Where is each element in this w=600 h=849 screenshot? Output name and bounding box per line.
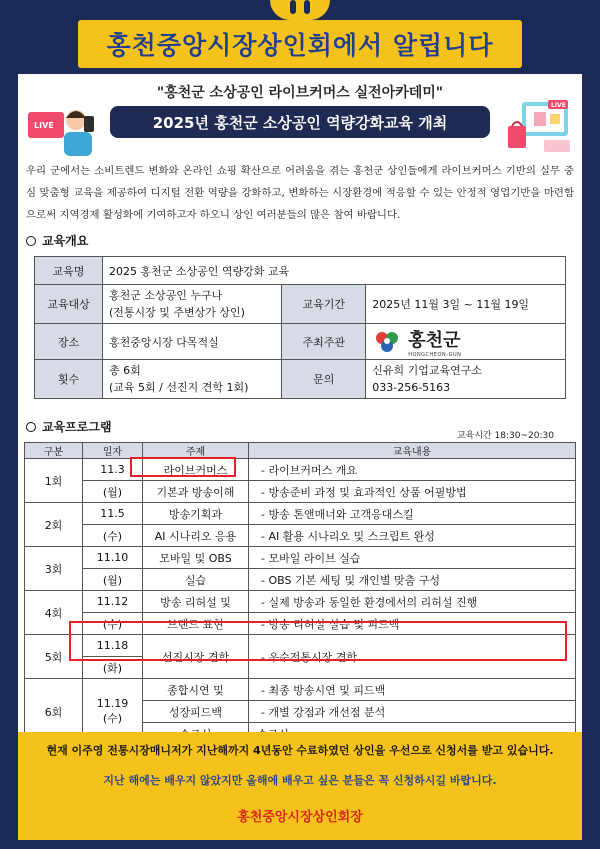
count-value: 총 6회 (교육 5회 / 선진지 견학 1회) [103,360,282,399]
table-row [25,569,576,591]
academy-subtitle: "홍천군 소상공인 라이브커머스 실전아카데미" [156,85,444,101]
notice-signature: 홍천중앙시장상인회장 [237,810,363,825]
table-cell: 브랜드 표현 [143,613,249,635]
table-row [25,481,576,503]
table-row [25,525,576,547]
header-banner: 홍천중앙시장상인회에서 알립니다 [78,20,522,68]
live-streaming-illustration-icon [26,98,100,158]
table-cell: 방송 리허설 및 [143,591,249,613]
notice-line-1: 현재 이주영 전통시장매니저가 지난해까지 4년동안 수료하였던 상인을 우선으로 신청서를 받고 있습니다. [46,744,554,757]
course-value: 2025 홍천군 소상공인 역량강화 교육 [103,257,566,285]
contact-label: 문의 [282,360,366,399]
table-cell: 2회 [25,503,83,547]
contact-value: 신유희 기업교육연구소 033-256-5163 [366,360,566,399]
period-label: 교육기간 [282,285,366,324]
target-label: 교육대상 [35,285,103,324]
table-cell: 6회 [25,679,83,745]
col-header: 주제 [143,443,249,459]
table-cell: - 라이브커머스 개요 [249,459,576,481]
table-cell: 11.5 [83,503,143,525]
table-cell: 성장피드백 [143,701,249,723]
top-ornament [268,0,332,22]
highlight-frame-live-commerce [130,457,236,477]
poster-body [18,74,582,840]
table-cell: 1회 [25,459,83,503]
notice-box [18,732,582,840]
table-cell: 선진시장 견학 [143,635,249,679]
table-cell: - 모바일 라이브 실습 [249,547,576,569]
live-badge-right: LIVE [551,102,566,109]
circle-bullet-icon [26,422,36,432]
table-cell: 라이브커머스 [143,459,249,481]
table-cell: 11.18 [83,635,143,657]
highlight-frame-session-5 [69,621,567,661]
table-cell: (수) [83,525,143,547]
course-label: 교육명 [35,257,103,285]
main-title: 2025년 홍천군 소상공인 역량강화교육 개최 [110,106,490,138]
col-header: 교육내용 [249,443,576,459]
online-shopping-illustration-icon [504,96,576,156]
table-cell: - 최종 방송시연 및 피드백 [249,679,576,701]
overview-table [34,256,566,399]
table-cell: 11.3 [83,459,143,481]
table-row [25,547,576,569]
table-cell: 11.10 [83,547,143,569]
notice-line-2: 지난 해에는 배우지 않았지만 올해에 배우고 싶은 분들은 꼭 신청하시길 바랍니다. [103,774,497,787]
table-cell: 5회 [25,635,83,679]
program-heading: 교육프로그램 [26,418,112,435]
table-cell: - 방송 리허설 실습 및 피드백 [249,613,576,635]
table-cell: AI 시나리오 응용 [143,525,249,547]
target-value: 홍천군 소상공인 누구나 (전통시장 및 주변상가 상인) [103,285,282,324]
intro-paragraph: 우리 군에서는 소비트렌드 변화와 온라인 쇼핑 확산으로 어려움을 겪는 홍천군 상인들에게 라이브커머스 기반의 실무 중심 맞춤형 교육을 제공하여 디지털 전환 역량을 강화하고, 변화하는 시장환경에 적응할 수 있는 안정적 영업기반을 마련함으로써 지역경제 활성화에 기여하고자 하오니 상인 여러분들의 많은 참여 바랍니다. [26,165,574,221]
table-cell: - OBS 기본 세팅 및 개인별 맞춤 구성 [249,569,576,591]
table-cell: 4회 [25,591,83,635]
table-cell: 모바일 및 OBS [143,547,249,569]
time-note: 교육시간 18:30~20:30 [456,431,554,441]
table-cell: 11.12 [83,591,143,613]
table-cell: 3회 [25,547,83,591]
host-label: 주최주관 [282,324,366,360]
table-cell: - 우수전통시장 견학 [249,635,576,679]
table-cell: - 방송준비 과정 및 효과적인 상품 어필방법 [249,481,576,503]
live-badge-left: LIVE [34,121,54,130]
overview-heading: 교육개요 [26,232,88,249]
table-row [25,459,576,481]
table-cell: (수) [83,613,143,635]
table-cell: 종합시연 및 [143,679,249,701]
table-row [25,503,576,525]
table-cell: 실습 [143,569,249,591]
host-logo: 홍천군 HONGCHEON-GUN [366,324,566,360]
table-cell: - AI 활용 시나리오 및 스크립트 완성 [249,525,576,547]
table-cell: 기본과 방송이해 [143,481,249,503]
table-cell: 방송기획과 [143,503,249,525]
period-value: 2025년 11월 3일 ~ 11월 19일 [366,285,566,324]
session-6-date: 11.19 (수) [83,679,143,745]
hongcheon-emblem-icon [372,329,402,355]
table-row [25,679,576,701]
circle-bullet-icon [26,236,36,246]
table-cell: (월) [83,481,143,503]
col-header: 일자 [83,443,143,459]
program-table [24,442,576,745]
table-row [25,591,576,613]
table-cell: - 개별 강점과 개선점 분석 [249,701,576,723]
table-cell: (월) [83,569,143,591]
place-label: 장소 [35,324,103,360]
count-label: 횟수 [35,360,103,399]
table-cell: - 실제 방송과 동일한 환경에서의 리허설 진행 [249,591,576,613]
place-value: 홍천중앙시장 다목적실 [103,324,282,360]
table-cell: (화) [83,657,143,679]
col-header: 구분 [25,443,83,459]
table-cell: - 방송 톤앤매너와 고객응대스킬 [249,503,576,525]
